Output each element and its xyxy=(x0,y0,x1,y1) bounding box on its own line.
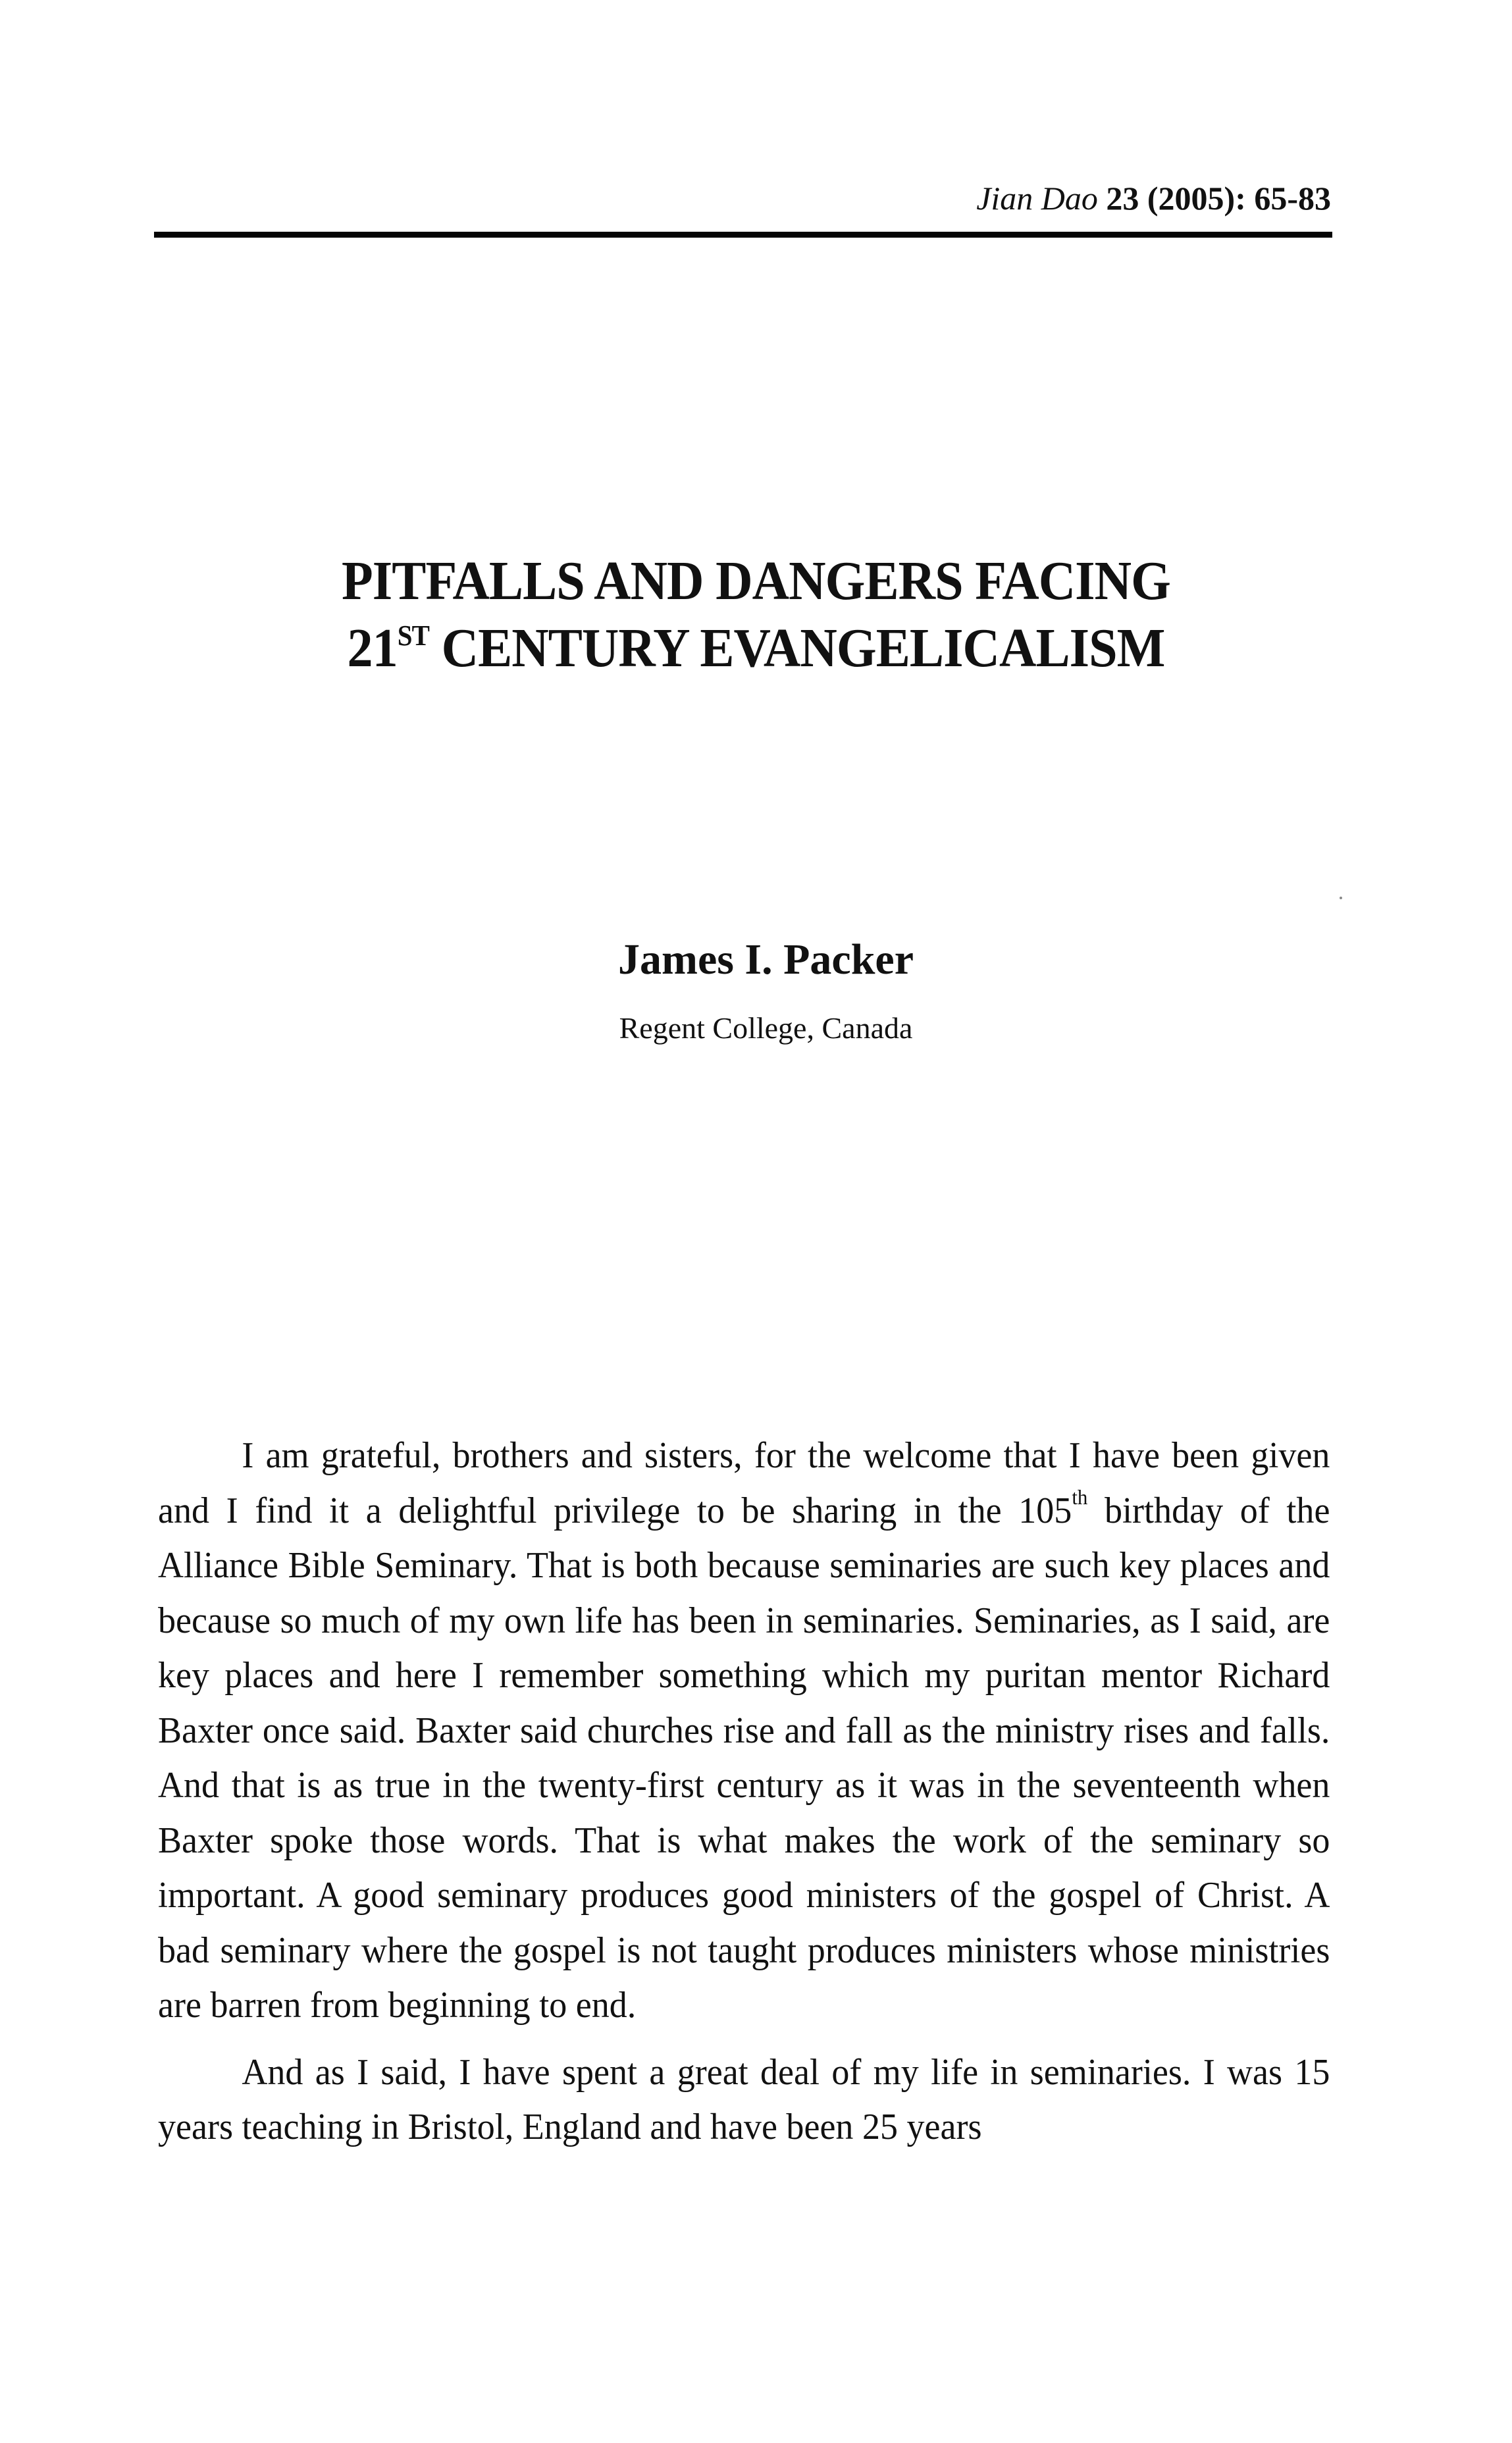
paragraph-2: And as I said, I have spent a great deal of my life in seminaries. I was 15 years teaching in Bristol, England and have been 25 years xyxy=(158,2051,1330,2147)
author-name: James I. Packer xyxy=(617,935,914,984)
ordinal-suffix: th xyxy=(1072,1484,1088,1509)
paragraph-1-part-1: I am grateful, brothers and sisters, for the welcome that I have been given and I find it a delightful privilege to be sharing in the 105 xyxy=(158,1435,1330,1531)
paragraph-1 xyxy=(158,1429,1330,2034)
running-head xyxy=(976,179,1331,217)
title-line-2 xyxy=(53,615,1459,682)
author-affiliation: Regent College, Canada xyxy=(619,1011,913,1045)
scan-speck xyxy=(1340,897,1342,899)
header-rule xyxy=(154,232,1332,238)
article-title xyxy=(53,548,1459,682)
journal-name: Jian Dao xyxy=(976,180,1098,217)
title-ordinal: 21 xyxy=(347,617,398,679)
title-line-2-rest: CENTURY EVANGELICALISM xyxy=(429,617,1165,679)
title-ordinal-suffix: ST xyxy=(397,619,429,652)
title-line-1: PITFALLS AND DANGERS FACING xyxy=(342,550,1170,612)
journal-citation: 23 (2005): 65-83 xyxy=(1097,180,1331,217)
paragraph-1-part-2: birthday of the Alliance Bible Seminary. That is both because seminaries are such key places and because so much of my own life has been in seminaries. Seminaries, as I said, are key places and here I remember something which my puritan mentor Richard Baxter once said. Baxter said churches rise and fall as the ministry rises and falls. And that is as true in the twenty-first century as it was in the seventeenth when Baxter spoke those words. That is what makes the work of the seminary so important. A good seminary produces good ministers of the gospel of Christ. A bad seminary where the gospel is not taught produces ministers whose ministries are barren from beginning to end. xyxy=(158,1490,1330,2026)
article-body xyxy=(158,1429,1330,2155)
